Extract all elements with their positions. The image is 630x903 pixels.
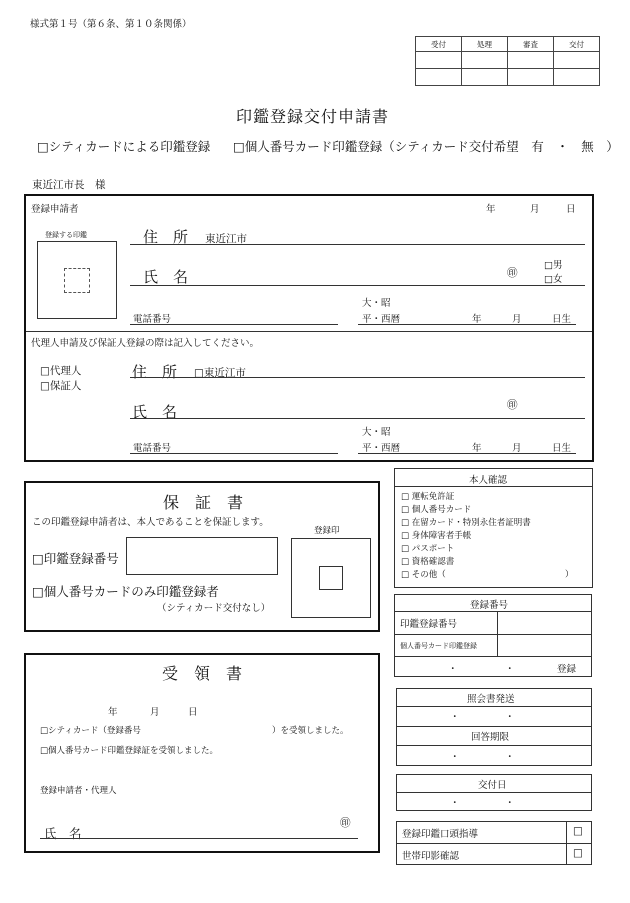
identity-other[interactable]: □ その他（: [401, 570, 446, 580]
identity-residence-card[interactable]: □ 在留カード・特別永住者証明書: [401, 518, 531, 528]
reply-dot-1: ・: [450, 752, 460, 763]
proxy-checkbox[interactable]: □代理人: [40, 365, 82, 377]
birth-day: 日生: [552, 314, 572, 325]
guarantee-title: 保 証 書: [163, 493, 244, 512]
identity-divider: [394, 486, 593, 487]
proxy-era-upper[interactable]: 大・昭: [362, 427, 391, 438]
seal-center-guide: [64, 268, 90, 293]
option-city-card[interactable]: □シティカードによる印鑑登録: [37, 139, 211, 154]
issue-date-label: 交付日: [478, 780, 507, 791]
receipt-header-uketsuke: 受付: [416, 37, 462, 52]
issue-date-divider: [396, 792, 592, 793]
receipt-cell[interactable]: [554, 52, 600, 69]
receipt-month: 月: [150, 707, 160, 718]
proxy-address-label: 住 所: [132, 363, 178, 381]
reg-dot-1: ・: [448, 664, 458, 675]
address-label: 住 所: [143, 228, 189, 246]
guarantee-mynumber-only[interactable]: □個人番号カードのみ印鑑登録者: [32, 584, 219, 599]
proxy-phone-label: 電話番号: [133, 443, 172, 454]
identity-drivers-license[interactable]: □ 運転免許証: [401, 492, 455, 502]
identity-title: 本人確認: [469, 475, 508, 486]
receipt-cell[interactable]: [554, 69, 600, 86]
birth-year: 年: [472, 314, 482, 325]
identity-other-close: ）: [565, 570, 574, 580]
reply-deadline-label: 回答期限: [471, 732, 510, 743]
registered-label: 登録: [557, 664, 577, 675]
proxy-stamp-mark: ㊞: [507, 399, 518, 411]
issue-dot-2: ・: [505, 798, 515, 809]
receipt-year: 年: [108, 707, 118, 718]
name-line[interactable]: [130, 285, 585, 286]
receipt-city-card-tail: ）を受領しました。: [272, 726, 349, 736]
inquiry-sent-label: 照会書発送: [467, 694, 515, 705]
inquiry-dot-1: ・: [450, 712, 460, 723]
identity-disability-cert[interactable]: □ 身体障害者手帳: [401, 531, 472, 541]
addressee: 東近江市長 様: [32, 179, 106, 191]
receipt-header-shinsa: 審査: [508, 37, 554, 52]
reg-divider-3: [394, 656, 592, 657]
identity-qualification[interactable]: □ 資格確認書: [401, 557, 455, 567]
receipt-header-kofu: 交付: [554, 37, 600, 52]
checks-vertical: [566, 821, 567, 865]
address-value: 東近江市: [205, 233, 247, 245]
seal-label: 登録する印鑑: [45, 231, 87, 239]
proxy-address-value[interactable]: □東近江市: [194, 367, 246, 379]
reg-dot-2: ・: [505, 664, 515, 675]
seal-guidance-checkbox[interactable]: □: [573, 825, 583, 837]
guarantee-seal-label: 登録印: [314, 526, 340, 536]
guarantor-checkbox[interactable]: □保証人: [40, 380, 82, 392]
proxy-birth-year: 年: [472, 443, 482, 454]
birth-month: 月: [512, 314, 522, 325]
stamp-mark: ㊞: [507, 267, 518, 279]
phone-label: 電話番号: [133, 314, 172, 325]
receipt-city-card-checkbox[interactable]: □シティカード（登録番号: [40, 726, 141, 736]
inquiry-divider-1: [396, 706, 592, 707]
proxy-birth-line[interactable]: [358, 453, 576, 454]
identity-passport[interactable]: □ パスポート: [401, 544, 455, 554]
address-line[interactable]: [130, 244, 585, 245]
applicant-section: [24, 194, 594, 462]
receipt-name-line[interactable]: [40, 838, 358, 839]
identity-mynumber-card[interactable]: □ 個人番号カード: [401, 505, 472, 515]
proxy-note: 代理人申請及び保証人登録の際は記入してください。: [31, 338, 260, 349]
era-lower[interactable]: 平・西暦: [362, 314, 401, 325]
guarantee-mynumber-note: （シティカード交付なし）: [157, 603, 271, 614]
household-seal-checkbox[interactable]: □: [573, 847, 583, 859]
birth-line[interactable]: [358, 324, 576, 325]
applicant-label: 登録申請者: [31, 204, 79, 215]
guarantee-statement: この印鑑登録申請者は、本人であることを保証します。: [32, 517, 269, 528]
reply-dot-2: ・: [505, 752, 515, 763]
name-label: 氏 名: [143, 268, 189, 286]
seal-guidance-label: 登録印鑑口頭指導: [402, 829, 479, 840]
era-upper[interactable]: 大・昭: [362, 298, 391, 309]
form-title: 印鑑登録交付申請書: [236, 107, 390, 126]
receipt-cell[interactable]: [462, 69, 508, 86]
checks-divider: [396, 843, 592, 844]
guarantee-seal-guide: [319, 566, 343, 590]
issue-dot-1: ・: [450, 798, 460, 809]
receipt-day: 日: [188, 707, 198, 718]
receipt-stamp-mark: ㊞: [340, 817, 351, 829]
receipt-cell[interactable]: [416, 69, 462, 86]
reg-divider-1: [394, 611, 592, 612]
receipt-name-label: 氏 名: [44, 826, 82, 841]
proxy-address-line[interactable]: [130, 377, 585, 378]
proxy-name-label: 氏 名: [132, 403, 178, 421]
proxy-phone-line[interactable]: [130, 453, 338, 454]
proxy-era-lower[interactable]: 平・西暦: [362, 443, 401, 454]
inquiry-dot-2: ・: [505, 712, 515, 723]
receipt-mynumber-checkbox[interactable]: □個人番号カード印鑑登録証を受領しました。: [40, 746, 219, 756]
date-day: 日: [566, 204, 576, 215]
phone-line[interactable]: [130, 324, 338, 325]
proxy-name-line[interactable]: [130, 418, 585, 419]
inquiry-divider-2: [396, 726, 592, 727]
proxy-birth-day: 日生: [552, 443, 572, 454]
proxy-birth-month: 月: [512, 443, 522, 454]
inquiry-divider-3: [396, 745, 592, 746]
date-year: 年: [486, 204, 496, 215]
receipt-stamp-table: [415, 36, 600, 86]
seal-reg-number-label: 印鑑登録番号: [400, 619, 458, 630]
receipt-cell[interactable]: [508, 52, 554, 69]
registration-number-title: 登録番号: [470, 600, 509, 611]
date-month: 月: [530, 204, 540, 215]
guarantee-reg-no-input[interactable]: [126, 537, 278, 575]
gender-male-checkbox[interactable]: □男: [544, 260, 563, 271]
form-number: 様式第１号（第６条、第１０条関係）: [30, 19, 192, 30]
receipt-title: 受 領 書: [162, 664, 243, 683]
receipt-cell[interactable]: [508, 69, 554, 86]
household-seal-label: 世帯印影確認: [402, 851, 460, 862]
guarantee-reg-no-checkbox[interactable]: □印鑑登録番号: [32, 551, 119, 566]
gender-female-checkbox[interactable]: □女: [544, 274, 563, 285]
section-divider: [26, 331, 592, 332]
receipt-applicant-proxy: 登録申請者・代理人: [40, 786, 117, 796]
option-mynumber-card[interactable]: □個人番号カード印鑑登録（シティカード交付希望 有 ・ 無 ）: [233, 139, 619, 154]
reg-divider-2: [394, 634, 592, 635]
receipt-cell[interactable]: [462, 52, 508, 69]
receipt-cell[interactable]: [416, 52, 462, 69]
mynumber-reg-label: 個人番号カード印鑑登録: [400, 642, 477, 650]
receipt-header-shori: 処理: [462, 37, 508, 52]
reg-divider-vertical: [497, 611, 498, 656]
